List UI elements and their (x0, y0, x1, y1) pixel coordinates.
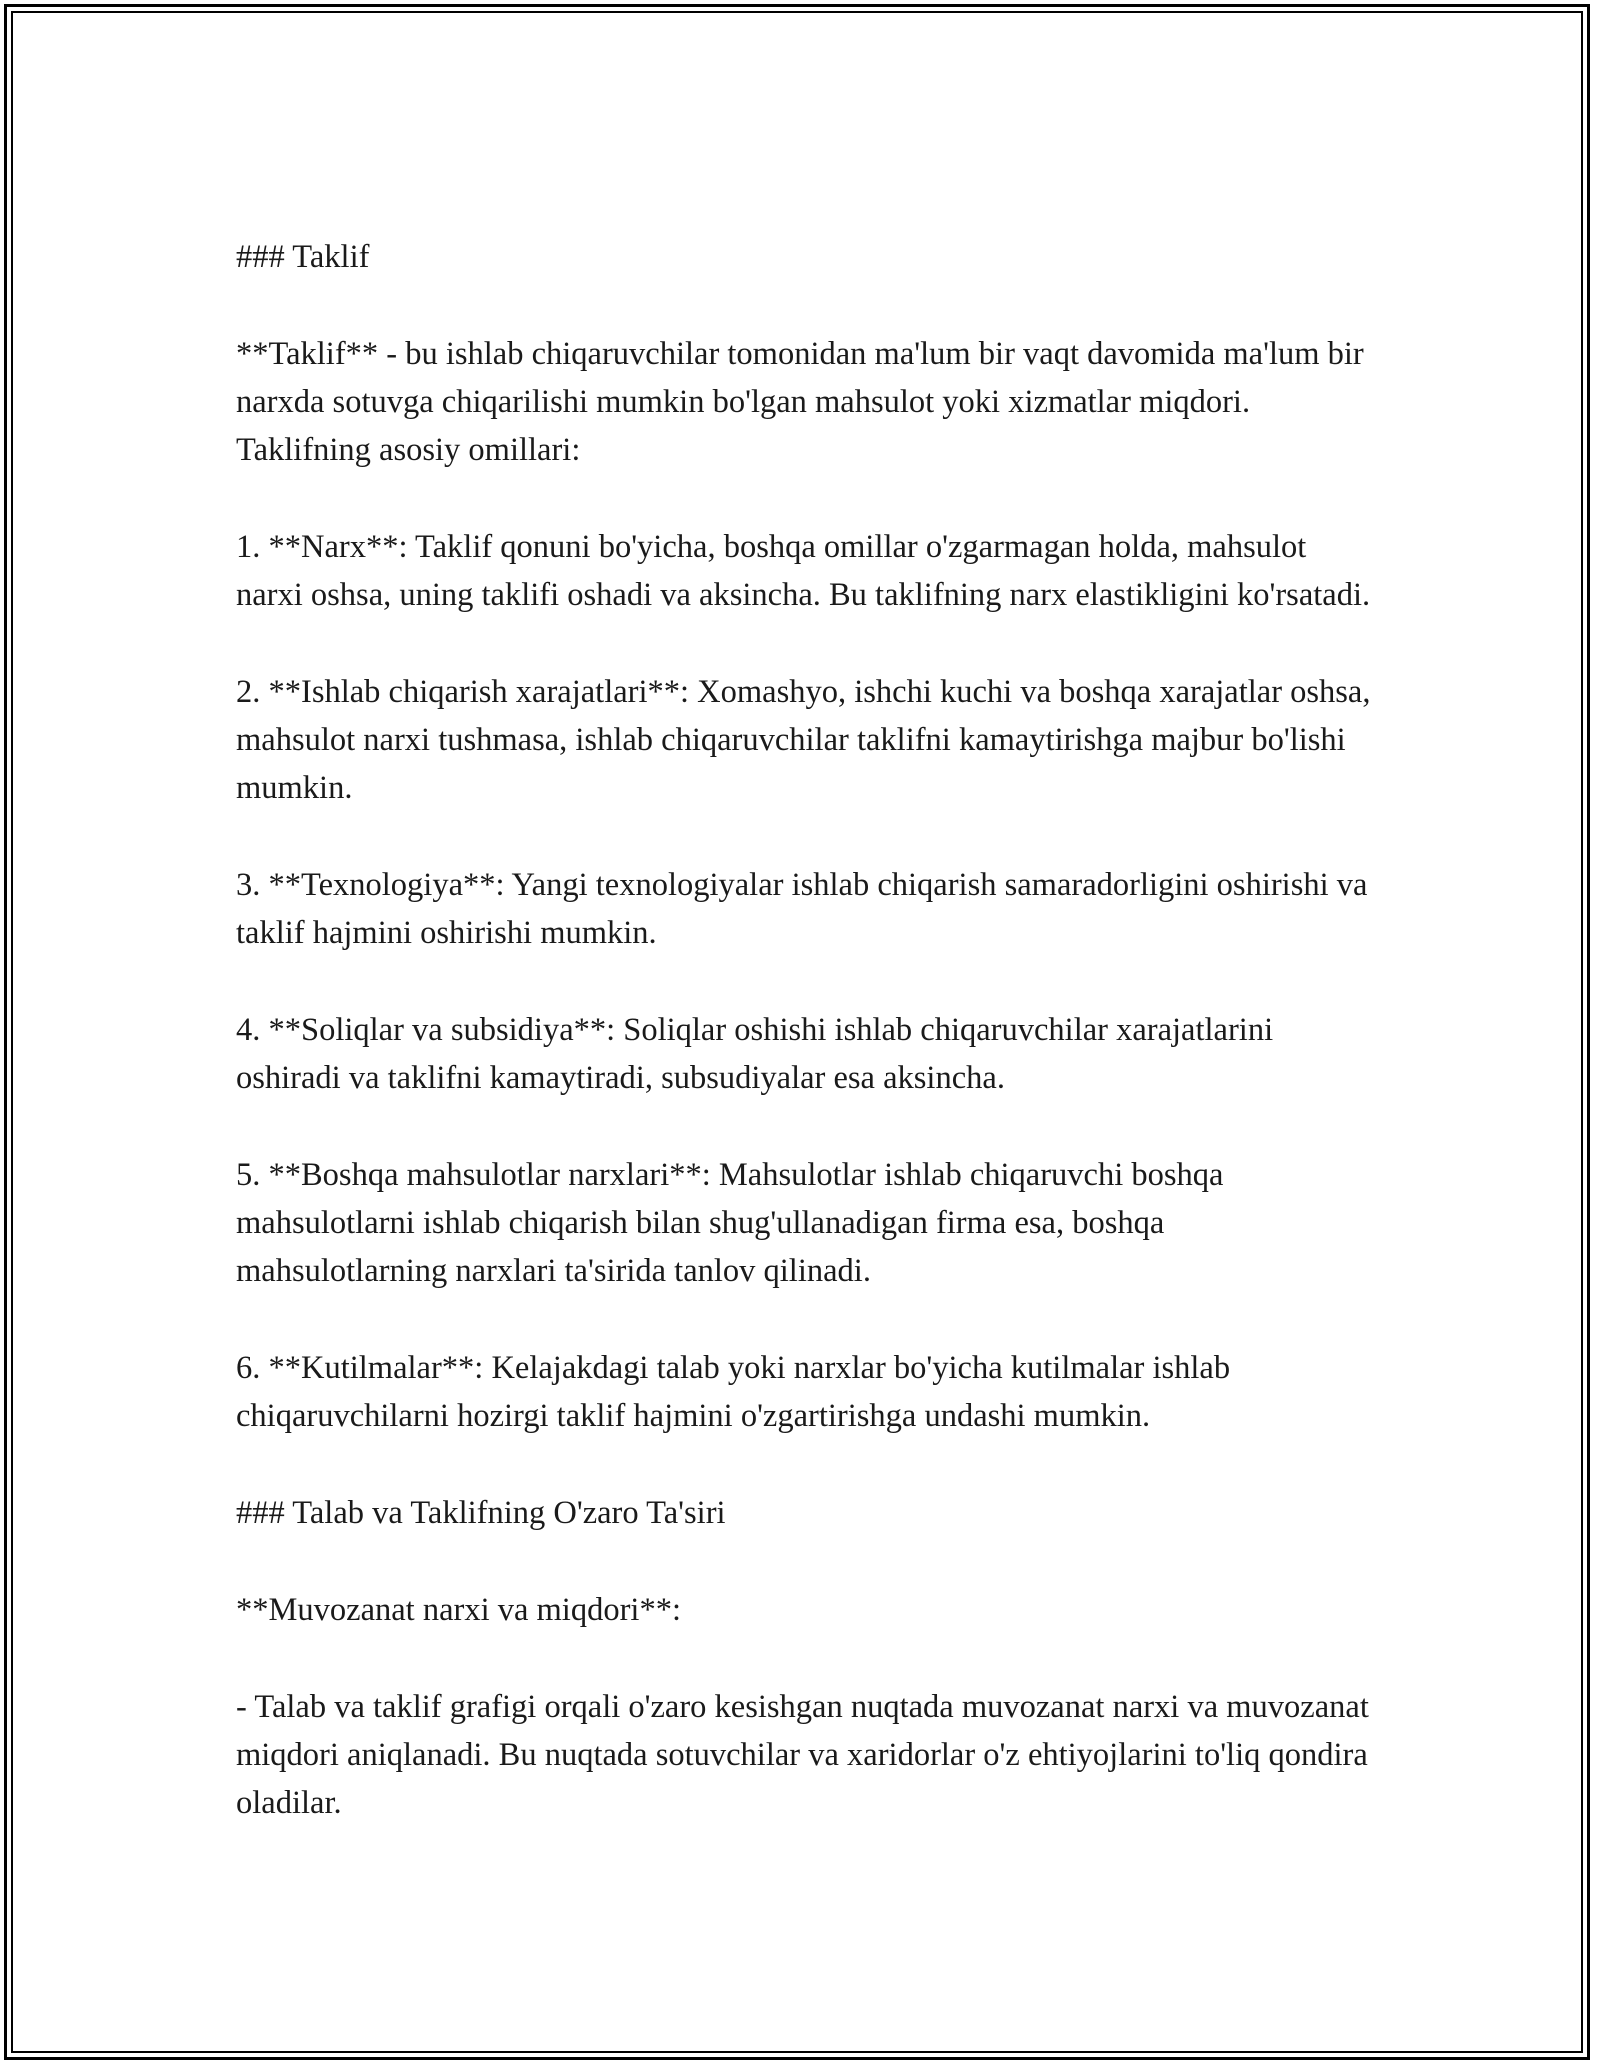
section-heading-taklif: ### Taklif (236, 239, 370, 275)
muvozanat-subheading: **Muvozanat narxi va miqdori**: (236, 1592, 681, 1628)
list-item-boshqa-mahsulotlar-narxlari: 5. **Boshqa mahsulotlar narxlari**: Mahsulotlar ishlab chiqaruvchi boshqa mahsulotlarni ishlab chiqarish bilan shug'ullanadigan firma esa, boshqa mahsulotlarning narxlari ta'sirida tanlov qilinadi. (236, 1157, 1224, 1289)
taklif-definition-paragraph: **Taklif** - bu ishlab chiqaruvchilar tomonidan ma'lum bir vaqt davomida ma'lum bir narxda sotuvga chiqarilishi mumkin bo'lgan mahsulot yoki xizmatlar miqdori. Taklifning asosiy omillari: (236, 336, 1364, 468)
list-item-narx: 1. **Narx**: Taklif qonuni bo'yicha, boshqa omillar o'zgarmagan holda, mahsulot narxi oshsa, uning taklifi oshadi va aksincha. Bu taklifning narx elastikligini ko'rsatadi. (236, 529, 1371, 613)
list-item-ishlab-chiqarish-xarajatlari: 2. **Ishlab chiqarish xarajatlari**: Xomashyo, ishchi kuchi va boshqa xarajatlar oshsa, mahsulot narxi tushmasa, ishlab chiqaruvchilar taklifni kamaytirishga majbur bo'lishi mumkin. (236, 674, 1371, 806)
muvozanat-bullet: - Talab va taklif grafigi orqali o'zaro kesishgan nuqtada muvozanat narxi va muvozanat miqdori aniqlanadi. Bu nuqtada sotuvchilar va xaridorlar o'z ehtiyojlarini to'liq qondira oladilar. (236, 1689, 1369, 1821)
list-item-soliqlar-va-subsidiya: 4. **Soliqlar va subsidiya**: Soliqlar oshishi ishlab chiqaruvchilar xarajatlarini oshiradi va taklifni kamaytiradi, subsudiyalar esa aksincha. (236, 1012, 1274, 1096)
section-heading-talab-va-taklif: ### Talab va Taklifning O'zaro Ta'siri (236, 1495, 726, 1531)
document-body (236, 233, 1376, 1827)
list-item-kutilmalar: 6. **Kutilmalar**: Kelajakdagi talab yoki narxlar bo'yicha kutilmalar ishlab chiqaruvchilarni hozirgi taklif hajmini o'zgartirishga undashi mumkin. (236, 1350, 1231, 1434)
list-item-texnologiya: 3. **Texnologiya**: Yangi texnologiyalar ishlab chiqarish samaradorligini oshirishi va taklif hajmini oshirishi mumkin. (236, 867, 1368, 951)
